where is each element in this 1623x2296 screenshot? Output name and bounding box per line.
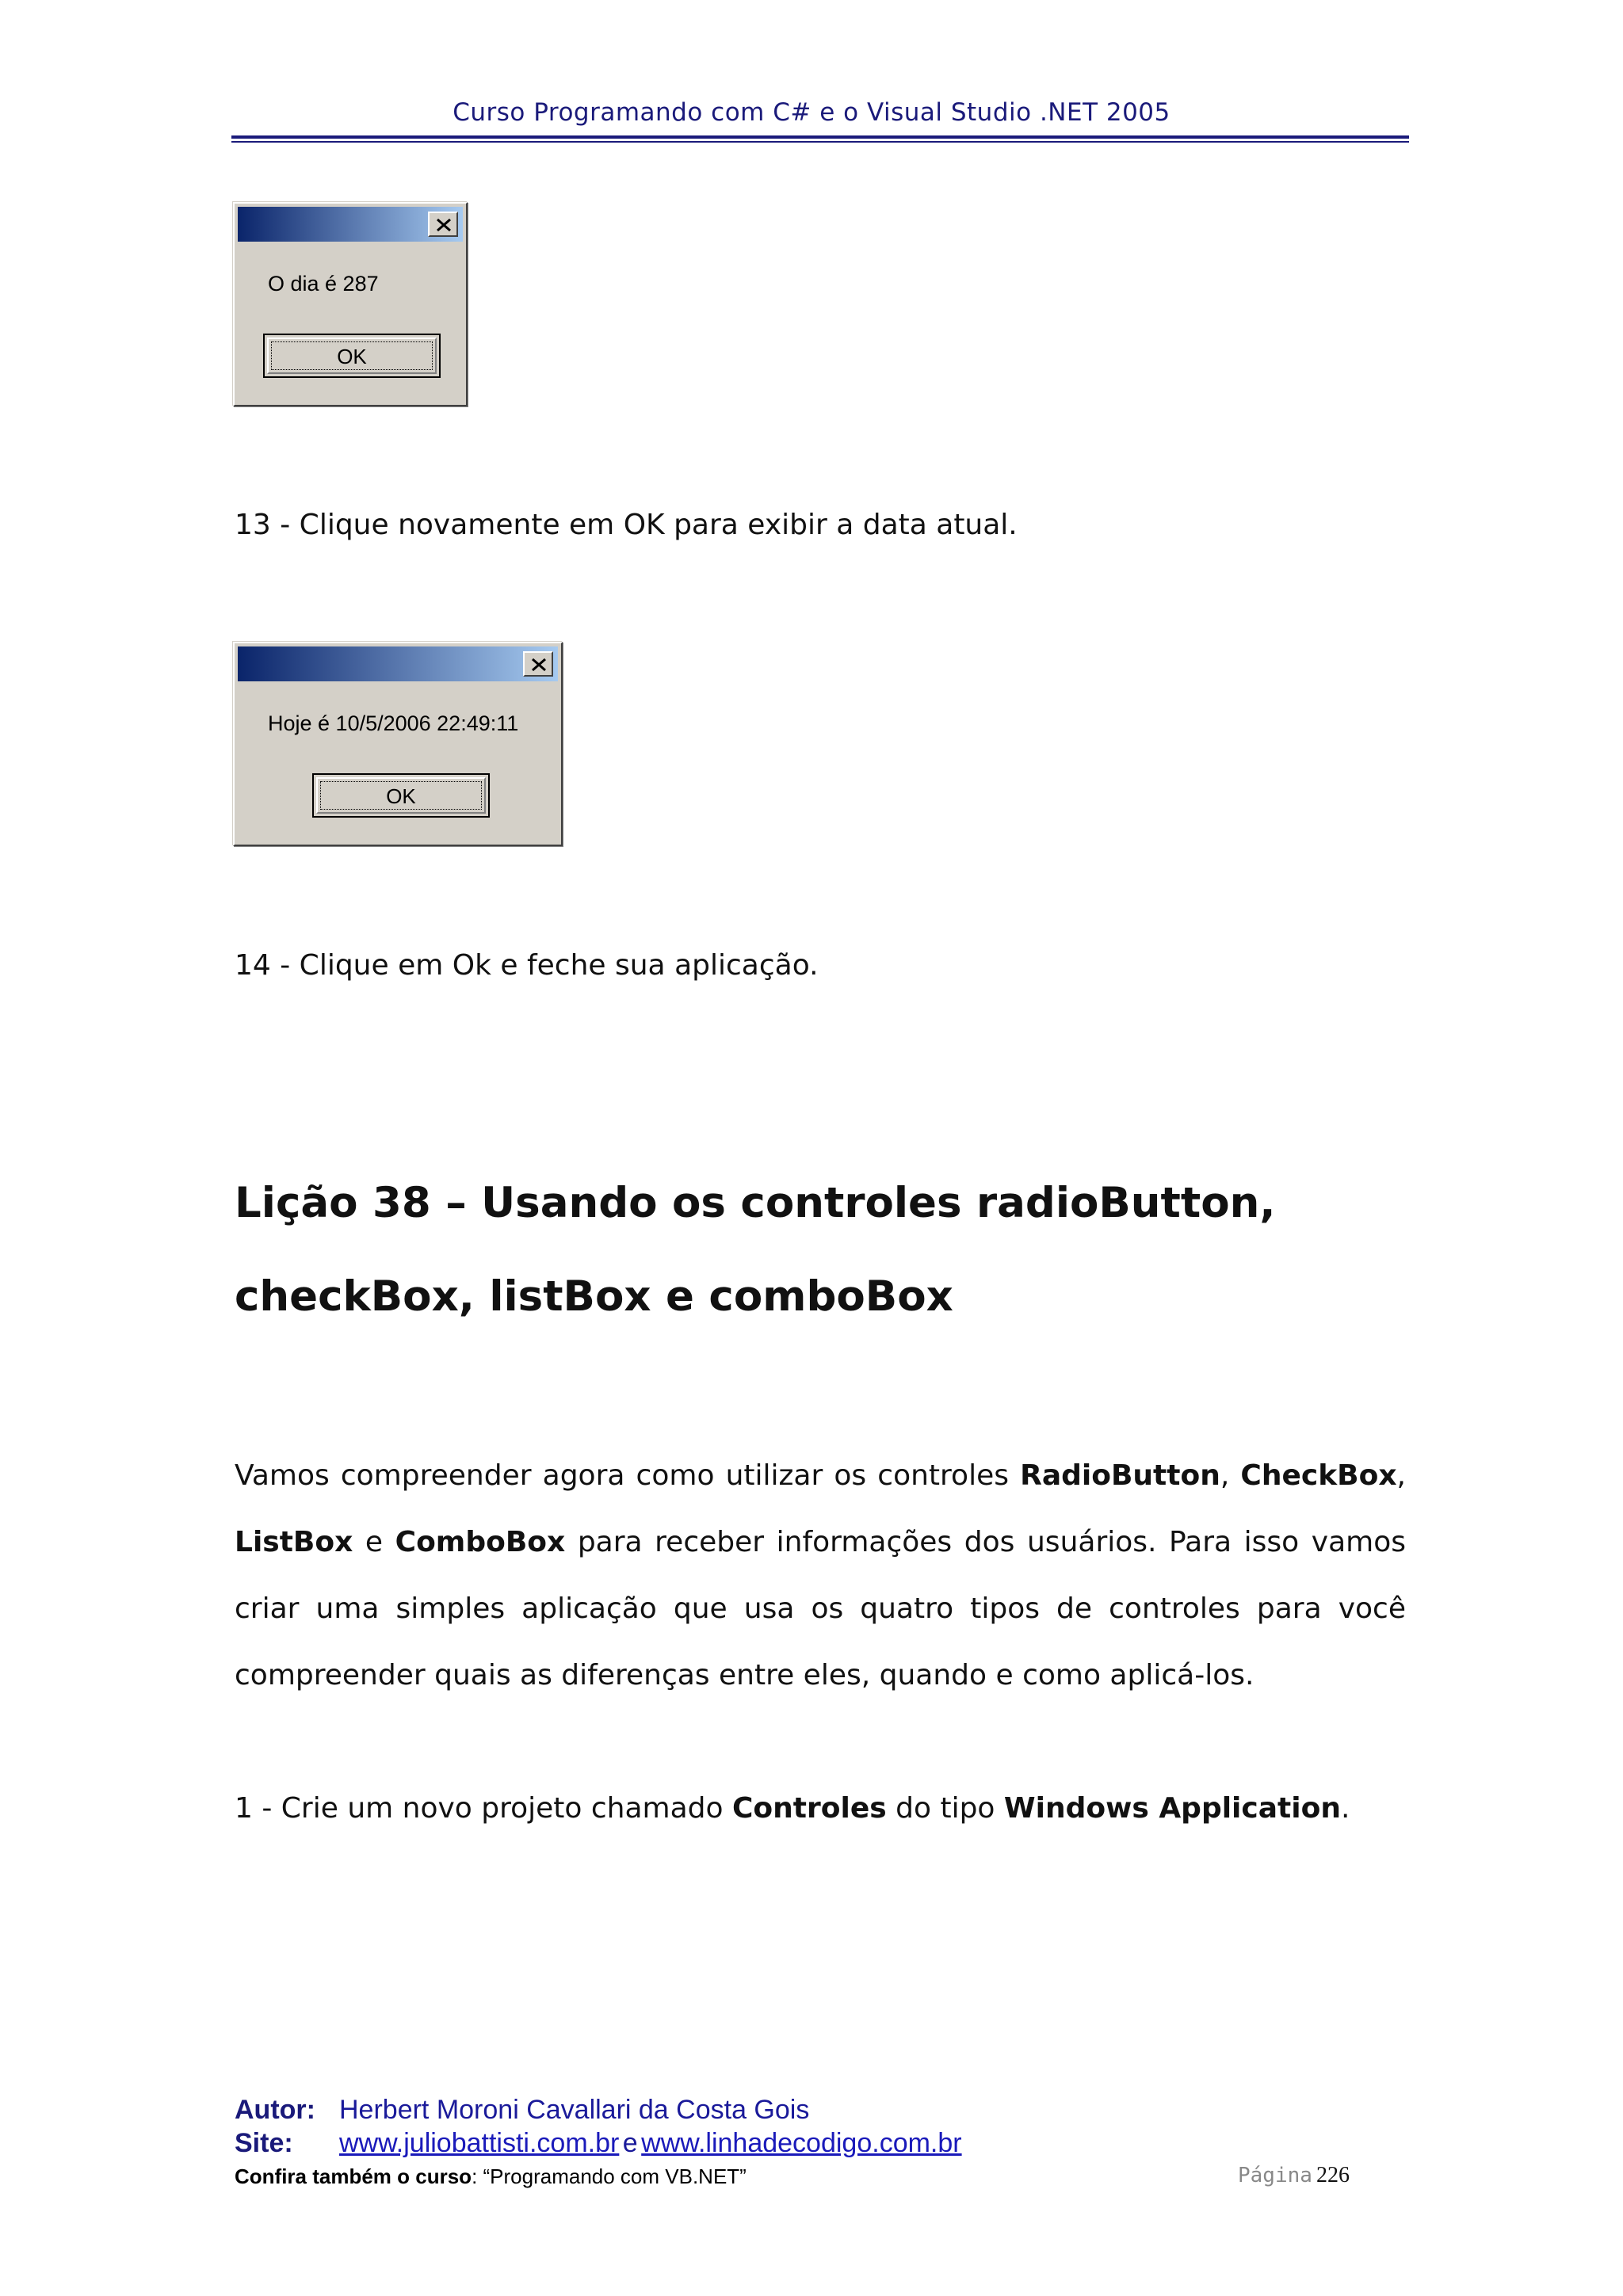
- close-icon: [531, 658, 547, 672]
- message-dialog-day: [233, 202, 468, 406]
- footer-site-label: Site:: [235, 2128, 293, 2158]
- dialog-message: Hoje é 10/5/2006 22:49:11: [268, 711, 519, 735]
- header-rule: [231, 135, 1409, 139]
- dialog-titlebar: [238, 207, 463, 242]
- link-linhadecodigo[interactable]: www.linhadecodigo.com.br: [641, 2128, 962, 2158]
- close-button[interactable]: [523, 651, 553, 677]
- header-title: Curso Programando com C# e o Visual Studio .NET 2005: [453, 98, 1170, 127]
- ok-button[interactable]: [312, 773, 490, 818]
- message-dialog-date: [233, 642, 563, 846]
- intro-line-2: ListBox e ComboBox para receber informações dos usuários. Para isso vamos: [235, 1526, 1406, 1558]
- step-13-text: 13 - Clique novamente em OK para exibir a data atual.: [235, 509, 1018, 541]
- ok-button-label: OK: [337, 345, 367, 368]
- header-rule-thin: [231, 141, 1409, 143]
- footer-site-links: www.juliobattisti.com.br e www.linhadecodigo.com.br: [339, 2128, 962, 2158]
- lesson-title-line-1: Lição 38 – Usando os controles radioButton,: [235, 1179, 1276, 1227]
- step-1-text: 1 - Crie um novo projeto chamado Controles do tipo Windows Application.: [235, 1792, 1350, 1825]
- ok-button-label: OK: [386, 784, 416, 808]
- intro-line-4: compreender quais as diferenças entre eles, quando e como aplicá-los.: [235, 1659, 1254, 1691]
- dialog-titlebar: [238, 646, 558, 681]
- close-icon: [436, 218, 452, 232]
- intro-line-1: Vamos compreender agora como utilizar os controles RadioButton, CheckBox,: [235, 1459, 1406, 1492]
- step-14-text: 14 - Clique em Ok e feche sua aplicação.: [235, 949, 819, 982]
- ok-button[interactable]: [263, 334, 441, 378]
- close-button[interactable]: [428, 212, 458, 237]
- dialog-message: O dia é 287: [268, 272, 379, 296]
- footer-confira: Confira também o curso: “Programando com VB.NET”: [235, 2164, 747, 2188]
- link-juliobattisti[interactable]: www.juliobattisti.com.br: [339, 2128, 620, 2158]
- lesson-title-line-2: checkBox, listBox e comboBox: [235, 1272, 953, 1321]
- footer-author-value: Herbert Moroni Cavallari da Costa Gois: [339, 2095, 810, 2125]
- intro-line-3: criar uma simples aplicação que usa os quatro tipos de controles para você: [235, 1592, 1406, 1625]
- page-number: Página 226: [1238, 2163, 1350, 2187]
- footer-author-label: Autor:: [235, 2095, 315, 2125]
